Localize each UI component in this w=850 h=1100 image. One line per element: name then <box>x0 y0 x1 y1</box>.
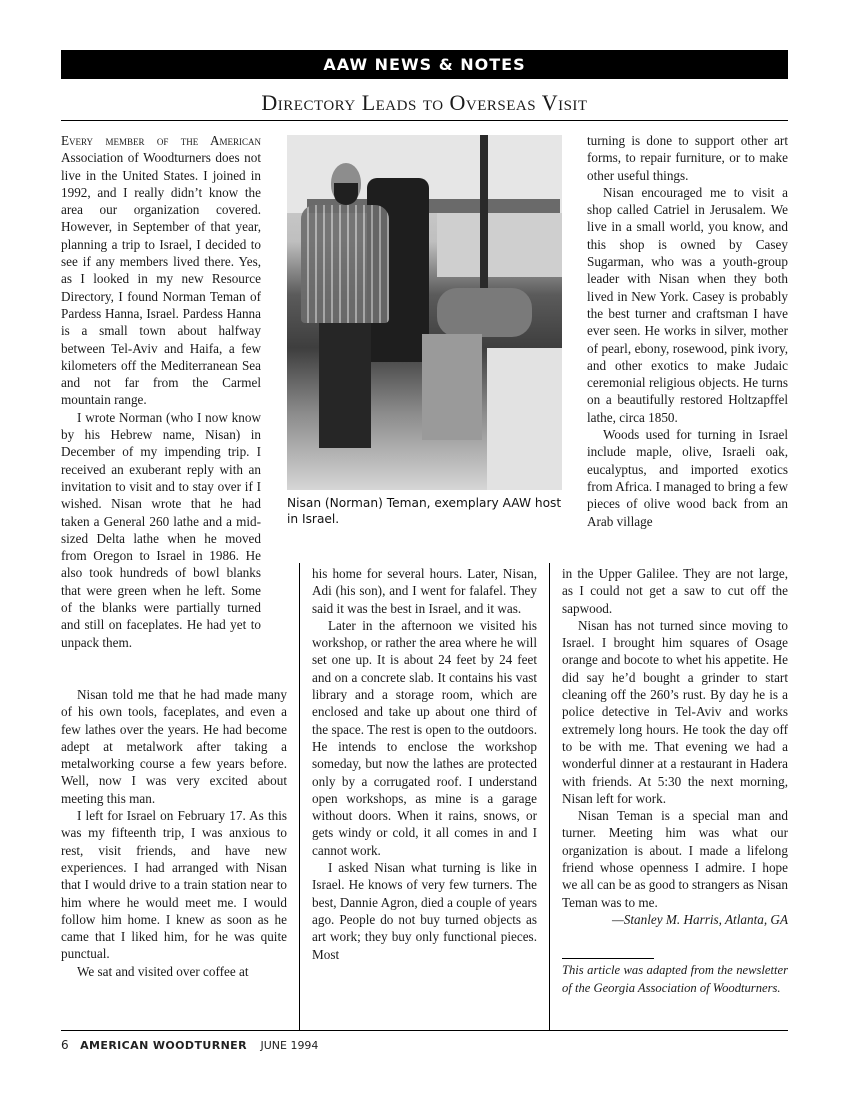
paragraph: Nisan told me that he had made many of his own tools, faceplates, and even a few lathes over the years. He had become adept at metalwork after taking a metalworking course a few years before. Well, now I was very excited about meeting this man. <box>61 687 287 806</box>
issue-date: JUNE 1994 <box>260 1039 319 1052</box>
paragraph: Nisan encouraged me to visit a shop called Catriel in Jerusalem. We live in a small world, you know, and this shop is owned by Casey Sugarman, who was a youth-group leader with Nisan when they both lived in New York. Casey is probably the best turner and craftsman I have ever seen. He works in silver, mother of pearl, ebony, rosewood, pink ivory, and other exotics to make Judaic ceremonial religious objects. He turns on a beautifully restored Holtzapffel lathe, circa 1850. <box>587 184 788 425</box>
paragraph: I asked Nisan what turning is like in Israel. He knows of very few turners. The best, Dannie Agron, died a couple of years ago. People do not buy turned objects as art work; they buy only functional pieces. Most <box>312 860 537 962</box>
column-1-lower <box>61 686 287 980</box>
paragraph: Nisan has not turned since moving to Israel. I brought him squares of Osage orange and bocote to whet his appetite. He did say he’d bought a grinder to start cleaning off the 260’s rust. By day he is a police detective in Tel-Aviv and works extremely long hours. He took the day off to be with me. That evening we had a wonderful dinner at a restaurant in Hadera with friends. At 5:30 the next morning, Nisan left for work. <box>562 617 788 806</box>
magazine-name: AMERICAN WOODTURNER <box>80 1039 247 1052</box>
photo-nisan-teman <box>287 135 562 490</box>
paragraph: I left for Israel on February 17. As this was my fifteenth trip, I was anxious to rest, visit friends, and have new experiences. I had arranged with Nisan that I would drive to a train station near to him where he would meet me. I would follow him home. I knew as soon as he came that I liked him, for he was quite punctual. <box>61 808 287 962</box>
column-2 <box>312 565 537 963</box>
column-divider <box>549 563 550 1030</box>
note-rule <box>562 958 654 959</box>
column-3-top <box>587 132 788 530</box>
column-divider <box>299 563 300 1030</box>
page-footer <box>61 1038 318 1052</box>
section-banner: AAW NEWS & NOTES <box>61 50 788 79</box>
paragraph: in the Upper Galilee. They are not large, as I could not get a saw to cut off the sapwood. <box>562 566 788 616</box>
photo-caption: Nisan (Norman) Teman, exemplary AAW host in Israel. <box>287 496 562 526</box>
column-1 <box>61 132 261 651</box>
paragraph: I wrote Norman (who I now know by his Hebrew name, Nisan) in December of my impending trip. I received an exuberant reply with an invitation to visit and to stay over if I wished. Nisan wrote that he had taken a General 260 lathe and a mid-sized Delta lathe when he moved from Oregon to Israel in 1986. He also took hundreds of bowl blanks that were green when he left. Some of the blanks were partially turned and still on faceplates. He had yet to unpack them. <box>61 409 261 650</box>
paragraph: Woods used for turning in Israel include maple, olive, Israeli oak, eucalyptus, and imported exotics from Africa. I managed to bring a few pieces of olive wood back from an Arab village <box>587 427 788 529</box>
footer-rule <box>61 1030 788 1031</box>
source-note: This article was adapted from the newsletter of the Georgia Association of Woodturners. <box>562 963 788 995</box>
paragraph: We sat and visited over coffee at <box>77 963 249 979</box>
paragraph: Later in the afternoon we visited his workshop, or rather the area where he will set one up. It is about 24 feet by 24 feet and on a concrete slab. It contains his vast library and a storage room, which are enclosed and take up about one third of the space. The rest is open to the outdoors. He intends to enclose the workshop someday, but now the lathes are protected only by a corrugated roof. I understand open workshops, as mine is a garage without doors. When it rains, snows, or gets windy or cold, it all comes in and I cannot work. <box>312 617 537 858</box>
page-number: 6 <box>61 1038 69 1052</box>
paragraph: his home for several hours. Later, Nisan, Adi (his son), and I went for falafel. They said it was the best in Israel, and it was. <box>312 566 537 616</box>
author-signature: —Stanley M. Harris, Atlanta, GA <box>612 911 788 927</box>
paragraph: Nisan Teman is a special man and turner. Meeting him was what our organization is about. I made a lifelong friend whose openness I admire. I hope we all can be as good to strangers as Nisan Teman was to me. <box>562 808 788 910</box>
article-title: Directory Leads to Overseas Visit <box>261 90 588 115</box>
title-rule <box>61 120 788 121</box>
column-3-bottom <box>562 565 788 928</box>
paragraph: turning is done to support other art forms, to repair furniture, or to make other useful things. <box>587 133 788 183</box>
paragraph: Every member of the American Association of Woodturners does not live in the United States. I joined in 1992, and I really didn’t know the area our organization covered. However, in September of that year, planning a trip to Israel, I decided to see if any members lived there. Yes, as I looked in my new Resource Directory, I found Norman Teman of Pardess Hanna, Israel. Pardess Hanna is a small town about halfway between Tel-Aviv and Haifa, a few kilometers off the Mediterranean Sea and not far from the Carmel mountain range. <box>61 133 261 408</box>
lead-in: Every member of the American <box>61 133 261 148</box>
